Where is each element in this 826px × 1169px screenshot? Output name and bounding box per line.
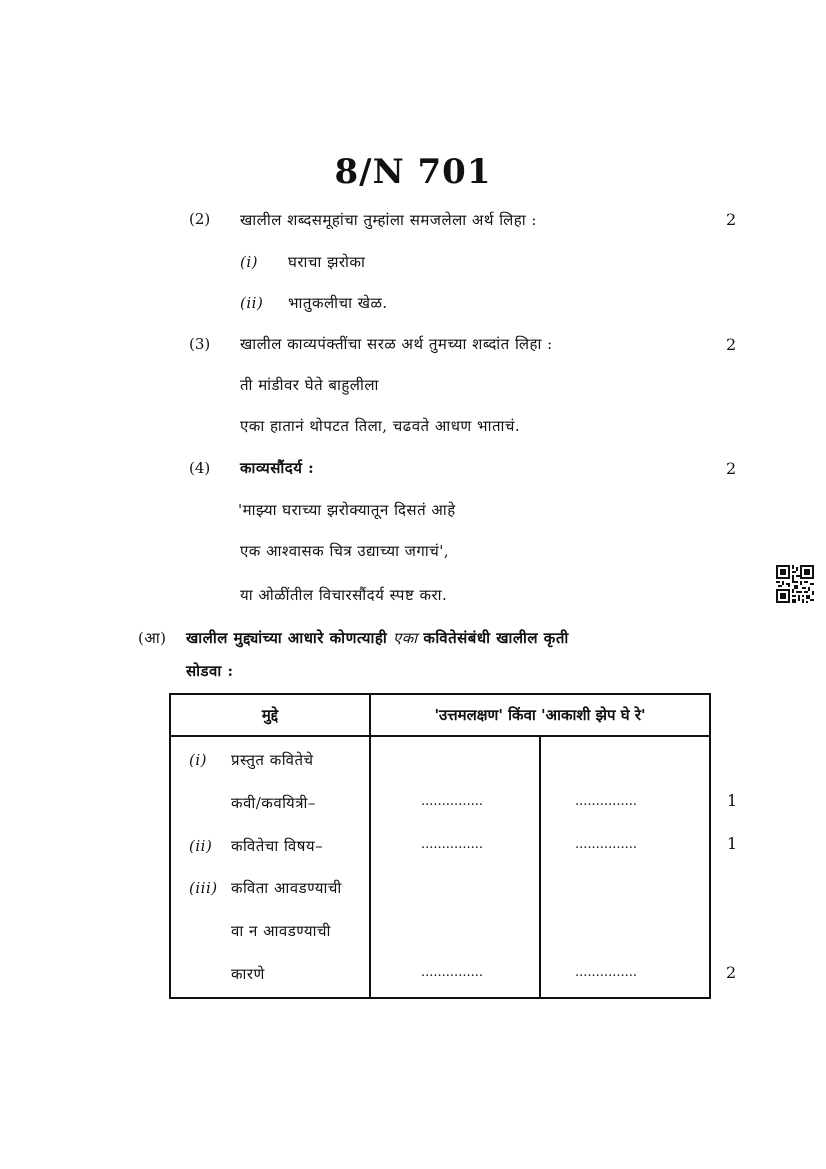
row-iii-line-3: कारणे [231, 965, 265, 983]
section-aa-text-end: कवितेसंबंधी खालील कृती [423, 629, 569, 647]
table-points-column [170, 736, 370, 998]
table-poem-2-column [540, 736, 710, 998]
table-poem-1-column [370, 736, 540, 998]
blank-poem-2-row-i: ............... [575, 794, 637, 809]
row-ii-text: कवितेचा विषय– [231, 837, 324, 855]
q3-marks: 2 [726, 335, 737, 354]
paper-code: 8/N 701 [334, 152, 492, 192]
blank-poem-2-row-ii: ............... [575, 837, 637, 852]
q2-item-2-number: (ii) [240, 294, 264, 312]
q3-line-2: एका हातानं थोपटत तिला, चढवते आधण भाताचं. [240, 417, 521, 435]
q4-number: (4) [189, 459, 211, 477]
blank-poem-1-row-iii: ............... [421, 965, 483, 980]
q2-item-1-number: (i) [240, 253, 259, 271]
row-iii-number: (iii) [189, 879, 218, 897]
q2-item-2-text: भातुकलीचा खेळ. [288, 294, 388, 312]
row-i-line-1: प्रस्तुत कवितेचे [231, 751, 314, 769]
row-ii-number: (ii) [189, 837, 213, 855]
qr-code-icon [776, 565, 814, 603]
q2-number: (2) [189, 210, 211, 228]
q2-marks: 2 [726, 210, 737, 229]
q3-line-1: ती मांडीवर घेते बाहुलीला [240, 376, 379, 394]
row-iii-marks: 2 [726, 963, 737, 982]
table-header-points: मुद्दे [170, 694, 370, 736]
table-header-poems: 'उत्तमलक्षण' किंवा 'आकाशी झेप घे रे' [370, 694, 710, 736]
q4-line-3: या ओळींतील विचारसौंदर्य स्पष्ट करा. [240, 586, 448, 604]
blank-poem-2-row-iii: ............... [575, 965, 637, 980]
row-i-marks: 1 [727, 791, 738, 810]
q4-line-1: 'माझ्या घराच्या झरोक्यातून दिसतं आहे [238, 501, 456, 519]
row-i-line-2: कवी/कवयित्री– [231, 794, 316, 812]
section-aa-line-2: सोडवा : [186, 662, 234, 680]
q2-text: खालील शब्दसमूहांचा तुम्हांला समजलेला अर्थ लिहा : [240, 211, 537, 229]
blank-poem-1-row-ii: ............... [421, 837, 483, 852]
row-iii-line-2: वा न आवडण्याची [231, 922, 331, 940]
q4-line-2: एक आश्वासक चित्र उद्याच्या जगाचं', [240, 542, 450, 560]
q4-marks: 2 [726, 459, 737, 478]
row-ii-marks: 1 [727, 834, 738, 853]
row-iii-line-1: कविता आवडण्याची [231, 879, 342, 897]
section-aa-label: (आ) [138, 629, 167, 647]
q3-number: (3) [189, 335, 211, 353]
section-aa-text-start: खालील मुद्द्यांच्या आधारे कोणत्याही [186, 629, 388, 647]
answer-table [169, 693, 711, 999]
q2-item-1-text: घराचा झरोका [288, 253, 366, 271]
q4-title: काव्यसौंदर्य : [240, 459, 315, 477]
section-aa-italic-word: एका [392, 629, 418, 647]
row-i-number: (i) [189, 751, 208, 769]
q3-text: खालील काव्यपंक्तींचा सरळ अर्थ तुमच्या शब्दांत लिहा : [240, 335, 553, 353]
section-aa-line-1 [186, 628, 569, 648]
blank-poem-1-row-i: ............... [421, 794, 483, 809]
